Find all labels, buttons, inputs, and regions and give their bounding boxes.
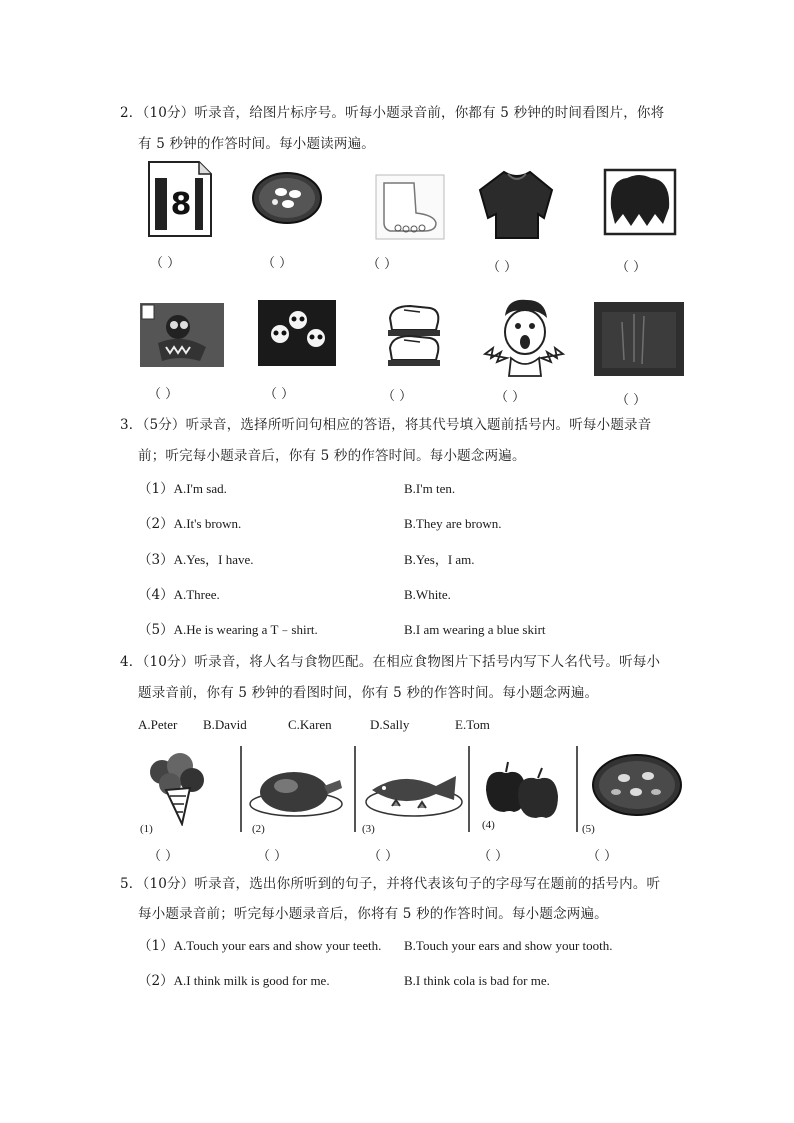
divider [576, 746, 578, 832]
q2-instruction-line1: 2．（10分）听录音，给图片标序号。听每小题录音前，你都有 5 秒钟的时间看图片，你将 [120, 105, 665, 121]
q3-instruction-line2: 前；听完每小题录音后，你有 5 秒的作答时间。每小题念两遍。 [138, 448, 526, 464]
q2-blank-9[interactable]: （ ） [495, 390, 526, 405]
q3-item-number: （3） [138, 552, 174, 568]
q4-blank-4[interactable]: （ ） [478, 849, 509, 864]
q5-option-b: B.I think cola is bad for me. [404, 973, 550, 988]
pandas-icon [258, 300, 336, 366]
apples-icon [482, 758, 562, 820]
food-label-3: (3) [362, 823, 375, 835]
q5-option-a: A.Touch your ears and show your teeth. [173, 938, 382, 953]
food-label-2: (2) [252, 823, 265, 835]
q5-instruction-line1: 5．（10分）听录音，选出你所听到的句子，并将代表该句子的字母写在题前的括号内。听 [120, 876, 661, 892]
q4-instruction-line2: 题录音前，你有 5 秒钟的看图时间，你有 5 秒的作答时间。每小题念两遍。 [138, 685, 599, 701]
q5-item-number: （2） [138, 973, 174, 989]
q3-option-a: A.Yes，I have. [173, 552, 254, 567]
q2-blank-4[interactable]: （ ） [487, 260, 518, 275]
q4-blank-3[interactable]: （ ） [368, 849, 399, 864]
q5-option-a: A.I think milk is good for me. [173, 973, 330, 988]
ice-cream-icon [142, 750, 212, 826]
q4-instruction-line1: 4．（10分）听录音，将人名与食物匹配。在相应食物图片下括号内写下人名代号。听每小 [120, 654, 661, 670]
q3-option-a: A.He is wearing a T﹣shirt. [173, 622, 318, 637]
q3-item-number: （2） [138, 516, 174, 532]
q5-instruction-line2: 每小题录音前；听完每小题录音后，你将有 5 秒的作答时间。每小题念两遍。 [138, 906, 608, 922]
food-label-4: (4) [482, 819, 495, 831]
q4-name-c: C.Karen [288, 717, 332, 732]
divider [354, 746, 356, 832]
q3-item-4 [138, 586, 220, 604]
q4-food-strip [134, 742, 686, 834]
q5-item-1 [138, 937, 381, 955]
q2-instruction-line2: 有 5 秒钟的作答时间。每小题读两遍。 [138, 136, 375, 152]
q3-item-number: （1） [138, 481, 174, 497]
q2-blank-8[interactable]: （ ） [382, 389, 413, 404]
q3-item-number: （4） [138, 587, 174, 603]
q2-blank-7[interactable]: （ ） [264, 387, 295, 402]
q3-option-a: A.Three. [173, 587, 220, 602]
pizza-icon [251, 170, 323, 226]
q3-item-number: （5） [138, 622, 174, 638]
q3-option-a: A.I'm sad. [173, 481, 227, 496]
q3-option-b: B.I am wearing a blue skirt [404, 622, 546, 637]
q3-option-b: B.Yes，I am. [404, 552, 475, 567]
monster-icon [140, 303, 224, 367]
q2-blank-5[interactable]: （ ） [616, 260, 647, 275]
q4-blank-5[interactable]: （ ） [587, 849, 618, 864]
hair-icon [603, 168, 677, 236]
q3-item-3 [138, 551, 254, 569]
q2-blank-10[interactable]: （ ） [616, 393, 647, 408]
q3-instruction-line1: 3．（5分）听录音，选择所听问句相应的答语，将其代号填入题前括号内。听每小题录音 [120, 417, 652, 433]
food-label-5: (5) [582, 823, 595, 835]
food-label-1: (1) [140, 823, 153, 835]
q4-name-e: E.Tom [455, 717, 490, 732]
scared-boy-icon [481, 296, 567, 378]
sweater-icon [476, 168, 558, 240]
q4-name-d: D.Sally [370, 717, 410, 732]
calendar-icon [147, 160, 213, 238]
q4-name-b: B.David [203, 717, 247, 732]
foot-icon [374, 173, 446, 241]
divider [240, 746, 242, 832]
q2-blank-2[interactable]: （ ） [262, 256, 293, 271]
q3-item-1 [138, 480, 227, 498]
q5-item-2 [138, 972, 330, 990]
roast-chicken-icon [246, 762, 346, 818]
q5-item-number: （1） [138, 938, 174, 954]
shoes-icon [384, 300, 444, 370]
fish-icon [362, 766, 466, 818]
divider [468, 746, 470, 832]
q2-blank-3[interactable]: （ ） [367, 257, 398, 272]
q4-name-a: A.Peter [138, 717, 178, 732]
q2-blank-1[interactable]: （ ） [150, 256, 181, 271]
q5-option-b: B.Touch your ears and show your tooth. [404, 938, 613, 953]
q3-option-b: B.White. [404, 587, 451, 602]
q2-blank-6[interactable]: （ ） [148, 387, 179, 402]
q3-item-2 [138, 515, 241, 533]
q3-option-b: B.I'm ten. [404, 481, 456, 496]
q3-option-a: A.It's brown. [173, 516, 242, 531]
q3-option-b: B.They are brown. [404, 516, 502, 531]
pizza-icon [590, 752, 684, 818]
q4-blank-2[interactable]: （ ） [257, 849, 288, 864]
q3-item-5 [138, 621, 318, 639]
calendar-number: 8 [170, 187, 192, 222]
q4-blank-1[interactable]: （ ） [148, 849, 179, 864]
forest-icon [594, 302, 684, 376]
